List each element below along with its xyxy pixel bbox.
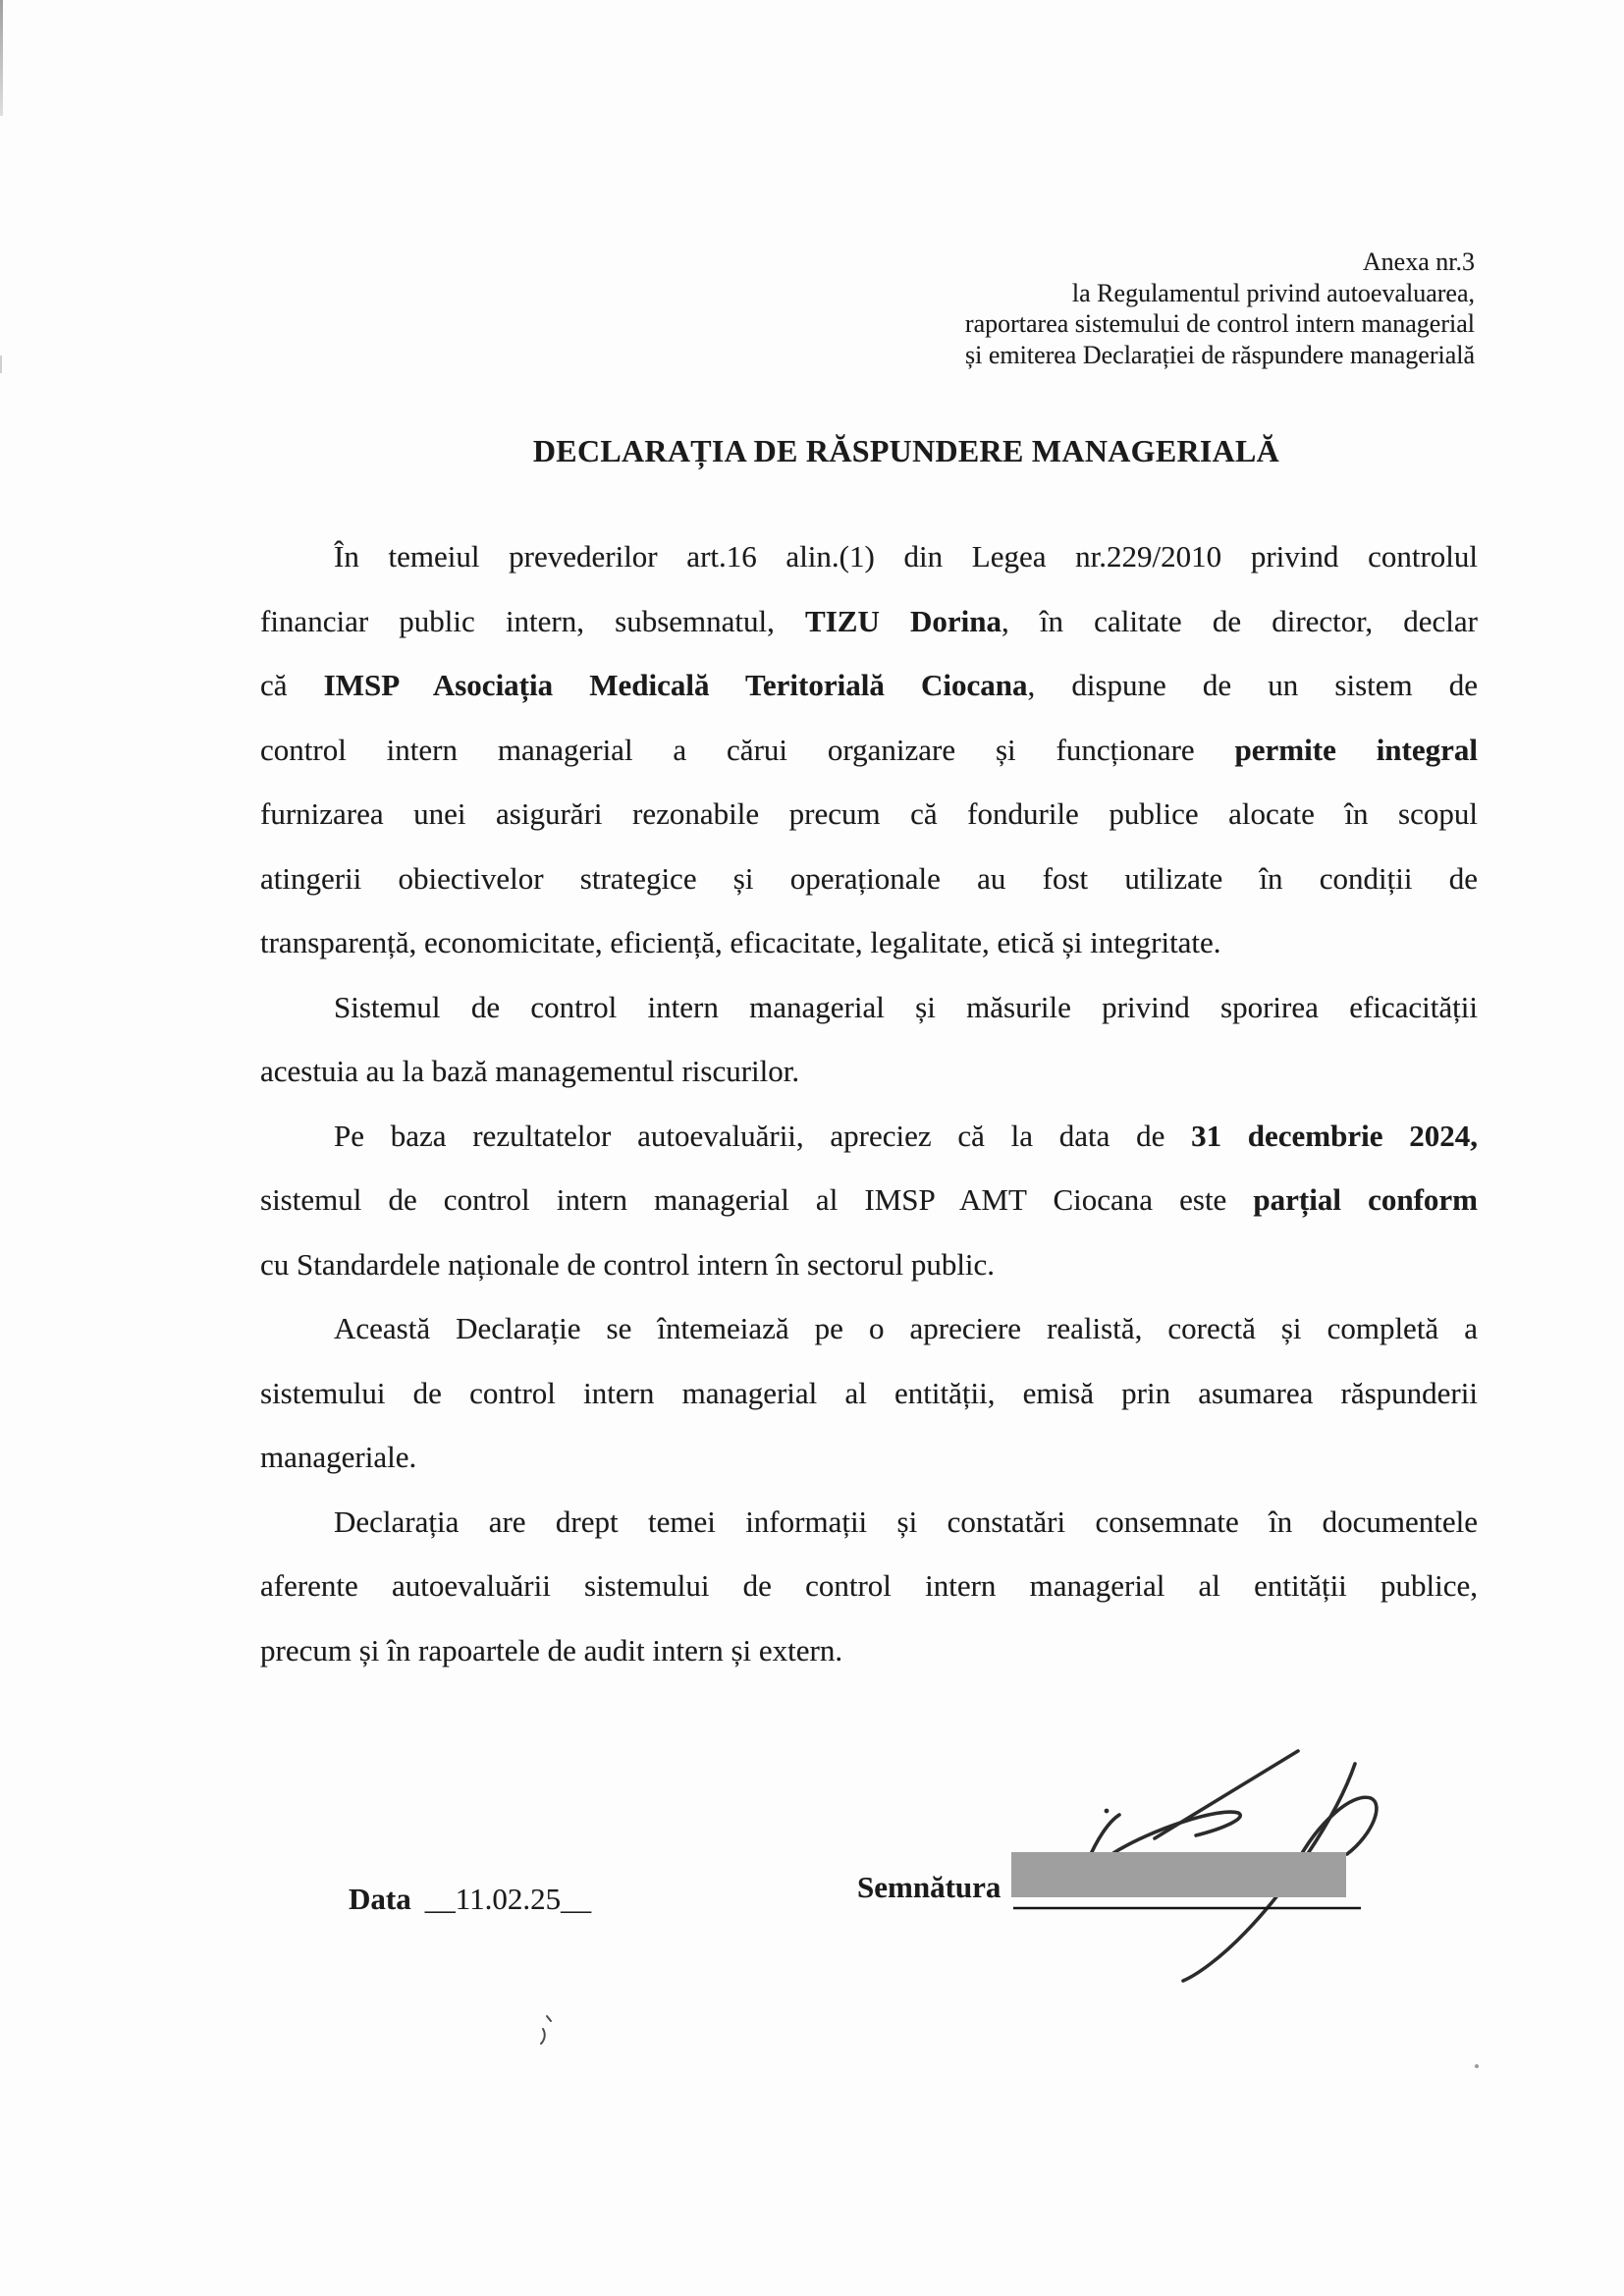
body-line — [260, 782, 1478, 847]
body-line — [260, 1168, 1478, 1232]
document-title: DECLARAȚIA DE RĂSPUNDERE MANAGERIALĂ — [532, 433, 1280, 468]
body-text-bold-run: TIZU Dorina — [805, 603, 1002, 638]
body-line — [260, 1104, 1478, 1169]
scan-artifact-left-tick — [0, 355, 2, 373]
body-line — [260, 910, 1478, 975]
body-text-run: sistemul de control intern managerial al IMSP AMT Ciocana este — [260, 1182, 1254, 1217]
body-line — [260, 847, 1478, 911]
body-line — [260, 589, 1478, 654]
body-line — [260, 1296, 1478, 1361]
body-text-run: manageriale. — [260, 1440, 417, 1474]
declaration-body — [260, 524, 1478, 1682]
body-line — [260, 1425, 1478, 1490]
body-line — [260, 653, 1478, 718]
body-text-run: sistemului de control intern managerial al entității, emisă prin asumarea răspunderii — [260, 1375, 1478, 1410]
body-text-bold-run: permite integral — [1234, 732, 1479, 767]
signature-ink — [1087, 1751, 1377, 1981]
header-note-line: și emiterea Declarației de răspundere managerială — [965, 340, 1475, 369]
redaction-box — [1011, 1852, 1346, 1897]
annex-note — [965, 246, 1475, 370]
body-line — [260, 524, 1478, 589]
body-text-bold-run: IMSP Asociația Medicală Teritorială Ciocana — [323, 668, 1028, 702]
body-text-run: atingerii obiectivelor strategice și operaționale au fost utilizate în condiții de — [260, 860, 1478, 896]
body-text-run: , dispune de un sistem de — [1027, 668, 1479, 702]
date-label: Data — [349, 1882, 411, 1916]
body-line — [260, 1039, 1478, 1104]
body-text-run: Declarația are drept temei informații și constatări consemnate în documentele — [334, 1503, 1478, 1539]
body-line — [260, 1618, 1478, 1683]
header-note-line: raportarea sistemului de control intern managerial — [964, 309, 1475, 338]
body-line — [260, 1490, 1478, 1555]
body-text-run: acestuia au la bază managementul riscurilor. — [260, 1054, 800, 1088]
body-text-run: control intern managerial a cărui organizare și funcționare — [260, 732, 1235, 767]
header-note-line: la Regulamentul privind autoevaluarea, — [1071, 278, 1475, 307]
date-row — [349, 1882, 591, 1917]
body-text-run: precum și în rapoartele de audit intern și extern. — [260, 1632, 843, 1667]
body-text-run: Pe baza rezultatelor autoevaluării, apreciez că la data de — [334, 1118, 1192, 1153]
body-text-bold-run: 31 decembrie 2024, — [1191, 1118, 1478, 1153]
body-text-run: cu Standardele naționale de control intern în sectorul public. — [260, 1246, 996, 1282]
body-line — [260, 1554, 1478, 1618]
header-note-line: Anexa nr.3 — [1362, 247, 1475, 276]
body-line — [260, 975, 1478, 1040]
body-text-run: În temeiul prevederilor art.16 alin.(1) din Legea nr.229/2010 privind controlul — [334, 539, 1478, 574]
body-text-run: financiar public intern, subsemnatul, — [260, 603, 806, 638]
body-text-run: Această Declarație se întemeiază pe o apreciere realistă, corectă și completă a — [334, 1311, 1478, 1345]
body-text-run: transparență, economicitate, eficiență, eficacitate, legalitate, etică și integritate. — [260, 925, 1221, 959]
body-line — [260, 718, 1478, 783]
ink-speck — [541, 2016, 1479, 2068]
body-line — [260, 1232, 1478, 1297]
signature-label: Semnătura — [857, 1870, 1001, 1904]
body-text-run: Sistemul de control intern managerial și măsurile privind sporirea eficacității — [334, 989, 1478, 1024]
body-text-bold-run: parțial conform — [1253, 1182, 1478, 1217]
body-text-run: aferente autoevaluării sistemului de control intern managerial al entității publice, — [260, 1568, 1478, 1603]
body-text-run: furnizarea unei asigurări rezonabile precum că fondurile publice alocate în scopul — [260, 796, 1478, 831]
date-value: __11.02.25__ — [424, 1882, 592, 1916]
body-text-run: , în calitate de director, declar — [1001, 603, 1478, 638]
body-line — [260, 1361, 1478, 1426]
scan-artifact-left-edge — [0, 0, 3, 116]
body-text-run: că — [260, 668, 324, 702]
